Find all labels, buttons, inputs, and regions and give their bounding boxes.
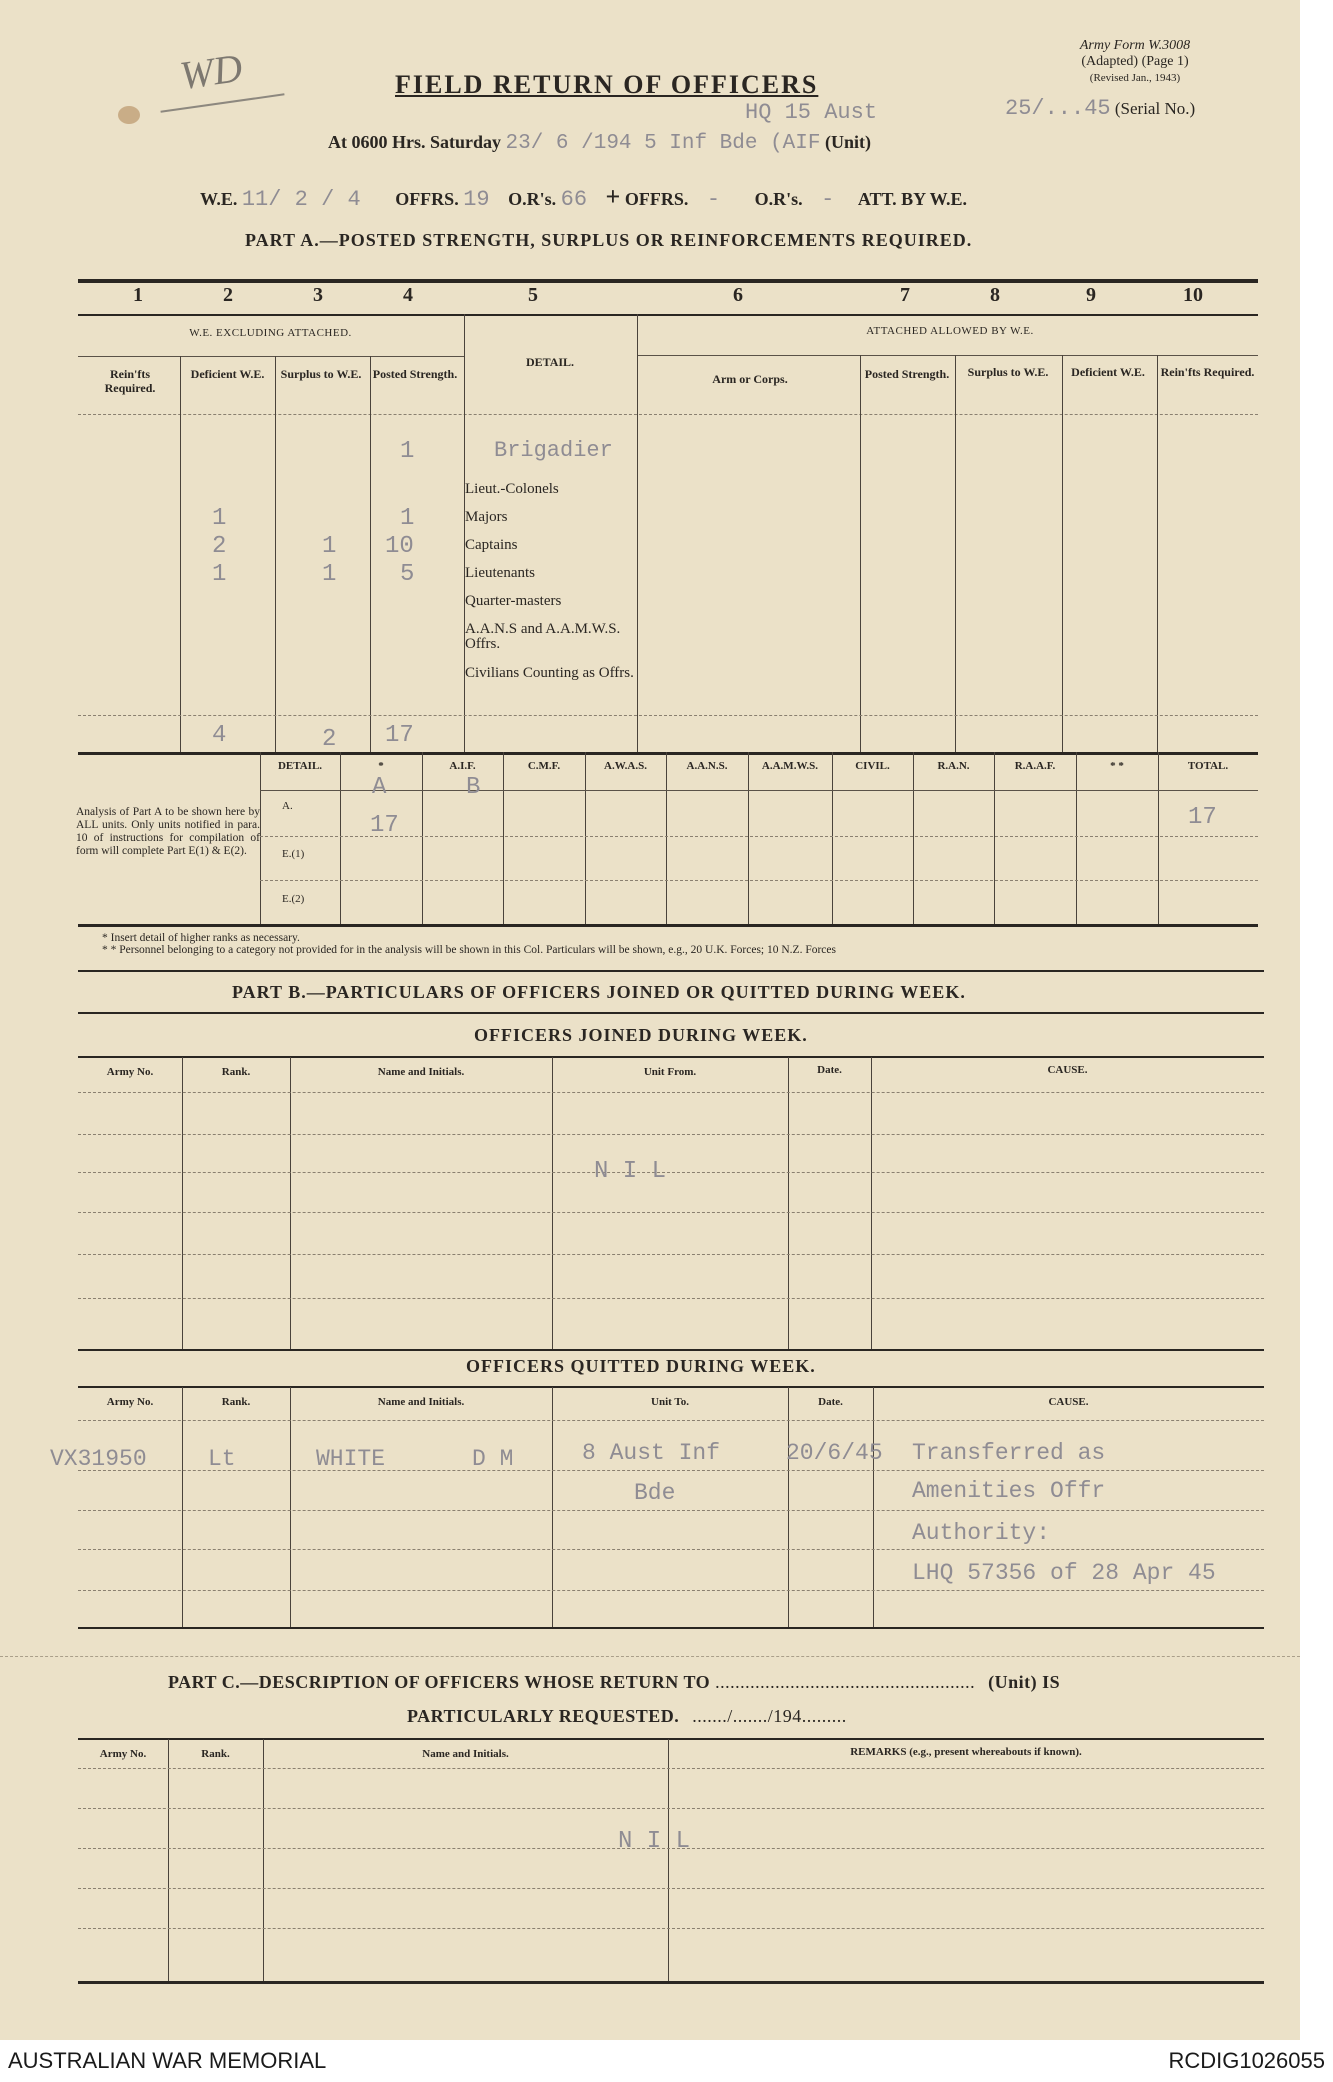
we-line <box>200 182 967 212</box>
joined-line-1 <box>78 1134 1264 1135</box>
offrs2-value: - <box>706 187 721 212</box>
posted-lieutenants: 5 <box>400 561 415 588</box>
quitted-unit-to-1: 8 Aust Inf <box>582 1440 721 1466</box>
deficient-captains: 2 <box>212 533 227 560</box>
quitted-line-2 <box>78 1510 1264 1511</box>
col-num-4: 4 <box>403 284 413 306</box>
at-line <box>328 132 871 155</box>
we-label: W.E. <box>200 189 238 209</box>
footer-right: RCDIG1026055 <box>1168 2048 1325 2073</box>
part-c-heading-line <box>168 1672 1060 1693</box>
an-hdr-aif: A.I.F. <box>449 760 476 772</box>
part-c-bottom-rule <box>78 1981 1264 1984</box>
quitted-hdr-name: Name and Initials. <box>377 1396 465 1408</box>
part-b-top-rule <box>78 970 1264 972</box>
quitted-title: OFFICERS QUITTED DURING WEEK. <box>466 1356 816 1376</box>
an-hdr-awas: A.W.A.S. <box>604 760 647 772</box>
footnote-2: * * Personnel belonging to a category not provided for in the analysis will be shown in this Col. Particulars will be shown, e.g., 20 U.K. Forces; 10 N.Z. Forces <box>102 944 836 956</box>
quitted-line-4 <box>78 1590 1264 1591</box>
deficient-majors: 1 <box>212 505 227 532</box>
part-b-heading: PART B.—PARTICULARS OF OFFICERS JOINED OR QUITTED DURING WEEK. <box>232 982 966 1002</box>
quitted-cause-1: Transferred as <box>912 1440 1106 1466</box>
quitted-hdr-top-rule <box>78 1386 1264 1388</box>
hdr-surplus: Surplus to W.E. <box>280 367 362 381</box>
an-vline-11 <box>1158 752 1159 924</box>
deficient-lieutenants: 1 <box>212 561 227 588</box>
an-typed-a: A <box>372 774 387 801</box>
part-c-line-3 <box>78 1888 1264 1889</box>
part-c-hdr-remarks: REMARKS (e.g., present whereabouts if known). <box>850 1746 1082 1758</box>
col-num-2: 2 <box>223 284 233 306</box>
ors-value: 66 <box>560 187 588 212</box>
quitted-cause-2: Amenities Offr <box>912 1478 1106 1504</box>
hdr-detail: DETAIL. <box>525 355 575 369</box>
an-vline-7 <box>832 752 833 924</box>
joined-hdr-date: Date. <box>817 1064 842 1076</box>
joined-line-4 <box>78 1254 1264 1255</box>
joined-nil: N I L <box>594 1158 667 1185</box>
serial-label: (Serial No.) <box>1114 99 1196 118</box>
total-deficient: 4 <box>212 722 227 749</box>
rank-lieut-colonels: Lieut.-Colonels <box>465 481 559 497</box>
pc-vline-2 <box>263 1739 264 1981</box>
an-vline-0 <box>260 752 261 924</box>
col-num-8: 8 <box>990 284 1000 306</box>
col-num-7: 7 <box>900 284 910 306</box>
hdr-arm-corps: Arm or Corps. <box>712 372 788 386</box>
pa-vline-3 <box>370 356 371 752</box>
an-row-e1: E.(1) <box>282 848 305 860</box>
footnote-1: * Insert detail of higher ranks as necessary. <box>102 932 300 944</box>
col-num-9: 9 <box>1086 284 1096 306</box>
part-c-line-4 <box>78 1928 1264 1929</box>
pa-vline-7 <box>955 355 956 752</box>
an-hdr-raaf: R.A.A.F. <box>1014 760 1056 772</box>
rank-quartermasters: Quarter-masters <box>465 593 562 609</box>
form-id-line1: Army Form W.3008 <box>1079 38 1191 53</box>
form-id-line3: (Revised Jan., 1943) <box>1089 72 1181 84</box>
stain-mark <box>118 106 140 124</box>
part-c-heading2-line <box>407 1706 847 1727</box>
joined-hdr-army-no: Army No. <box>106 1066 154 1078</box>
part-c-heading1: PART C.—DESCRIPTION OF OFFICERS WHOSE RETURN TO <box>168 1672 711 1692</box>
part-c-unit-is: (Unit) IS <box>988 1672 1061 1692</box>
qb-vline-1 <box>182 1387 183 1627</box>
hdr-reinfts: Rein'fts Required. <box>104 367 156 395</box>
an-hdr-aans: A.A.N.S. <box>686 760 728 772</box>
offrs-value: 19 <box>463 187 490 212</box>
qb-vline-4 <box>788 1387 789 1627</box>
rank-majors: Majors <box>465 509 508 525</box>
pa-vline-9 <box>1157 355 1158 752</box>
hdr-surplus-r: Surplus to W.E. <box>967 365 1049 379</box>
ors2-value: - <box>821 187 835 212</box>
part-c-hdr-rule <box>78 1768 1264 1769</box>
pa-vline-5 <box>637 314 638 752</box>
total-surplus: 2 <box>322 726 337 753</box>
an-vline-1 <box>340 752 341 924</box>
unit-typed: HQ 15 Aust <box>745 100 878 125</box>
posted-brigadier: 1 <box>400 438 415 465</box>
surplus-captains: 1 <box>322 533 337 560</box>
an-hdr-ran: R.A.N. <box>937 760 970 772</box>
pa-vline-2 <box>275 356 276 752</box>
unit-label: (Unit) <box>824 132 871 152</box>
rank-civilians: Civilians Counting as Offrs. <box>465 665 634 681</box>
pc-vline-1 <box>168 1739 169 1981</box>
form-title: FIELD RETURN OF OFFICERS <box>395 70 819 99</box>
part-c-heading2: PARTICULARLY REQUESTED. <box>407 1706 680 1726</box>
table-top-rule <box>78 279 1258 283</box>
part-c-hdr-rank: Rank. <box>201 1748 230 1760</box>
ors-label: O.R's. <box>508 189 557 209</box>
hdr-deficient-r: Deficient W.E. <box>1071 365 1145 379</box>
quitted-hdr-date: Date. <box>818 1396 843 1408</box>
joined-line-2 <box>78 1172 1264 1173</box>
an-hdr-other: * * <box>1110 760 1124 772</box>
joined-hdr-name: Name and Initials. <box>377 1066 465 1078</box>
pc-vline-3 <box>668 1739 669 1981</box>
part-c-dots: .................................................... <box>715 1672 976 1692</box>
total-posted: 17 <box>385 722 414 749</box>
plus-sign: + <box>605 182 621 211</box>
hdr-posted: Posted Strength. <box>372 367 458 381</box>
totals-rule <box>78 715 1258 716</box>
at-date: 23/ 6 /194 5 <box>505 132 657 155</box>
attached-label: ATTACHED ALLOWED BY W.E. <box>866 325 1034 337</box>
jb-vline-5 <box>871 1057 872 1349</box>
subheader-right-rule <box>637 355 1258 356</box>
an-vline-8 <box>913 752 914 924</box>
an-hdr-star: * <box>378 760 384 772</box>
col-num-1: 1 <box>133 284 143 306</box>
an-typed-b: B <box>466 774 481 801</box>
pa-vline-4 <box>464 314 465 752</box>
an-vline-2 <box>422 752 423 924</box>
qb-vline-2 <box>290 1387 291 1627</box>
offrs-label: OFFRS. <box>395 189 459 209</box>
handwritten-underline <box>160 93 284 112</box>
jb-vline-3 <box>552 1057 553 1349</box>
quitted-bottom-rule <box>78 1627 1264 1629</box>
quitted-hdr-rank: Rank. <box>221 1396 251 1408</box>
an-hdr-cmf: C.M.F. <box>527 760 561 772</box>
part-a-heading: PART A.—POSTED STRENGTH, SURPLUS OR REINFORCEMENTS REQUIRED. <box>245 230 973 250</box>
footer-left: AUSTRALIAN WAR MEMORIAL <box>8 2048 327 2073</box>
col-num-3: 3 <box>313 284 323 306</box>
quitted-hdr-rule <box>78 1420 1264 1421</box>
rank-aans: A.A.N.S and A.A.M.W.S. Offrs. <box>465 621 621 652</box>
an-vline-10 <box>1076 752 1077 924</box>
serial-value: 25/...45 <box>1005 96 1111 121</box>
att-label: ATT. BY W.E. <box>857 189 968 209</box>
quitted-line-1 <box>78 1470 1264 1471</box>
form-id-line2: (Adapted) (Page 1) <box>1081 54 1189 69</box>
serial <box>1005 96 1195 121</box>
rank-captains: Captains <box>465 537 518 553</box>
joined-line-5 <box>78 1298 1264 1299</box>
part-c-top-rule <box>78 1738 1264 1740</box>
quitted-line-3 <box>78 1549 1264 1550</box>
joined-hdr-rank: Rank. <box>221 1066 251 1078</box>
we-value: 11/ 2 / 4 <box>241 187 361 212</box>
pa-vline-1 <box>180 356 181 752</box>
quitted-name: WHITE <box>316 1446 386 1472</box>
quitted-unit-to-2: Bde <box>634 1480 676 1506</box>
col-num-5: 5 <box>528 284 538 306</box>
quitted-date: 20/6/45 <box>786 1440 883 1466</box>
col-num-10: 10 <box>1183 284 1203 306</box>
col-numbers <box>78 284 1258 312</box>
joined-hdr-unit-from: Unit From. <box>643 1066 697 1078</box>
posted-majors: 1 <box>400 505 415 532</box>
part-c-nil: N I L <box>618 1828 691 1855</box>
unit-typed2: Inf Bde (AIF <box>669 132 821 155</box>
analysis-row-rule-1 <box>260 836 1258 837</box>
analysis-top-rule <box>78 752 1258 755</box>
col-num-6: 6 <box>733 284 743 306</box>
we-excluding-label: W.E. EXCLUDING ATTACHED. <box>189 327 352 339</box>
qb-vline-3 <box>552 1387 553 1627</box>
joined-top-rule <box>78 1056 1264 1058</box>
hdr-reinfts-r: Rein'fts Required. <box>1160 365 1255 379</box>
an-hdr-civil: CIVIL. <box>855 760 890 772</box>
part-c-line-1 <box>78 1808 1264 1809</box>
offrs2-label: OFFRS. <box>624 189 689 209</box>
joined-line-3 <box>78 1212 1264 1213</box>
analysis-note: Analysis of Part A to be shown here by ALL units. Only units notified in para. 10 of instructions for compilation of form will complete Part E(1) & E(2). <box>76 806 260 857</box>
pa-vline-6 <box>860 355 861 752</box>
joined-title: OFFICERS JOINED DURING WEEK. <box>474 1025 808 1045</box>
analysis-header-rule <box>260 790 1258 791</box>
quitted-cause-3: Authority: <box>912 1520 1051 1546</box>
surplus-lieutenants: 1 <box>322 561 337 588</box>
qb-vline-5 <box>873 1387 874 1627</box>
an-vline-9 <box>994 752 995 924</box>
analysis-bottom-rule <box>78 924 1258 927</box>
fold-line <box>0 1656 1300 1657</box>
quitted-army-no: VX31950 <box>50 1446 147 1472</box>
joined-hdr-cause: CAUSE. <box>1047 1064 1088 1076</box>
part-c-date-fill: ......./......./194......... <box>692 1706 847 1726</box>
quitted-top-rule <box>78 1349 1264 1351</box>
an-hdr-detail: DETAIL. <box>277 760 323 772</box>
at-label: At 0600 Hrs. Saturday <box>328 132 502 152</box>
an-hdr-total: TOTAL. <box>1187 760 1229 772</box>
an-vline-6 <box>748 752 749 924</box>
quitted-hdr-unit-to: Unit To. <box>651 1396 689 1408</box>
hdr-posted-strength-r: Posted Strength. <box>864 367 950 381</box>
subheader-left-rule <box>78 356 464 357</box>
an-vline-3 <box>503 752 504 924</box>
rank-brigadier: Brigadier <box>494 438 613 463</box>
an-vline-5 <box>666 752 667 924</box>
col-num-rule <box>78 314 1258 316</box>
an-row-a: A. <box>282 800 293 812</box>
jb-vline-2 <box>290 1057 291 1349</box>
rank-lieutenants: Lieutenants <box>465 565 535 581</box>
jb-vline-1 <box>182 1057 183 1349</box>
quitted-hdr-army-no: Army No. <box>106 1396 154 1408</box>
an-total-a: 17 <box>1188 804 1217 831</box>
quitted-initials: D M <box>472 1446 514 1472</box>
an-hdr-aamws: A.A.M.W.S. <box>761 760 819 772</box>
form-id <box>1040 38 1230 86</box>
pa-vline-8 <box>1062 355 1063 752</box>
jb-vline-4 <box>788 1057 789 1349</box>
hdr-deficient: Deficient W.E. <box>190 367 265 381</box>
handwritten-mark: WD <box>177 44 246 99</box>
an-value-a: 17 <box>370 812 399 839</box>
part-c-hdr-army-no: Army No. <box>99 1748 147 1760</box>
joined-hdr-rule <box>78 1092 1264 1093</box>
part-b-rule <box>78 1012 1264 1014</box>
quitted-cause-4: LHQ 57356 of 28 Apr 45 <box>912 1560 1216 1586</box>
part-c-hdr-name: Name and Initials. <box>422 1748 509 1760</box>
an-row-e2: E.(2) <box>282 893 305 905</box>
an-vline-4 <box>585 752 586 924</box>
quitted-rank: Lt <box>208 1446 236 1472</box>
posted-captains: 10 <box>385 533 414 560</box>
header-bottom-rule <box>78 414 1258 415</box>
ors2-label: O.R's. <box>754 189 803 209</box>
quitted-hdr-cause: CAUSE. <box>1048 1396 1089 1408</box>
analysis-row-rule-2 <box>260 880 1258 881</box>
